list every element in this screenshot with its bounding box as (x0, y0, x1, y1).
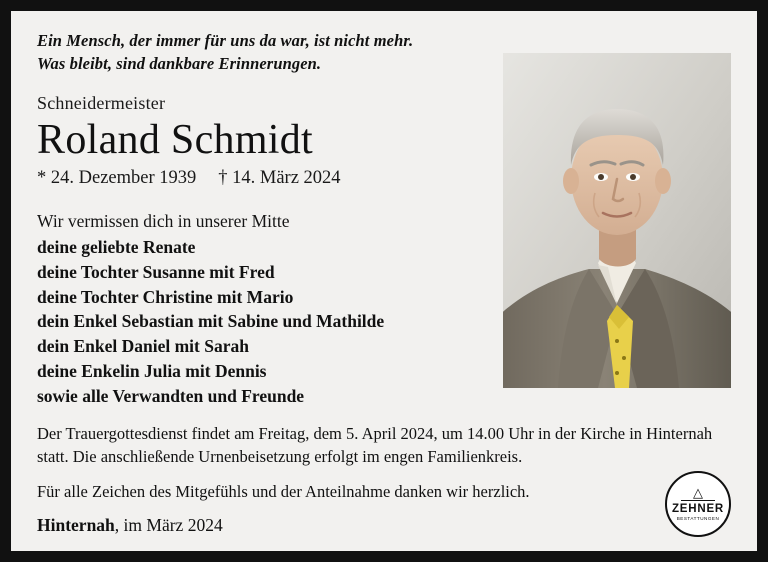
logo-divider-top (681, 500, 715, 501)
missing-line: Wir vermissen dich in unserer Mitte (37, 210, 290, 231)
death-date: † 14. März 2024 (218, 167, 341, 188)
portrait-photo (503, 53, 731, 388)
quote-line-1: Ein Mensch, der immer für uns da war, ist nicht mehr. (37, 31, 414, 50)
list-item: deine Tochter Susanne mit Fred (37, 261, 275, 282)
place-name: Hinternah (37, 515, 115, 536)
tree-icon: △ (693, 485, 703, 500)
logo-name: ZEHNER (671, 503, 725, 515)
card-inner (37, 29, 731, 539)
list-item: deine geliebte Renate (37, 236, 196, 257)
list-item: deine Tochter Christine mit Mario (37, 286, 294, 307)
profession-label: Schneidermeister (37, 92, 166, 113)
quote-line-2: Was bleibt, sind dankbare Erinnerungen. (37, 54, 322, 74)
list-item: dein Enkel Sebastian mit Sabine und Mathilde (37, 311, 385, 332)
service-info: Der Trauergottesdienst findet am Freitag, dem 5. April 2024, um 14.00 Uhr in der Kirche in Hinternah statt. Die anschließende Urnenbeisetzung erfolgt im engen Familienkreis. (37, 423, 713, 466)
thanks-text: Für alle Zeichen des Mitgefühls und der Anteilnahme danken wir herzlich. (37, 482, 530, 502)
logo-subtitle: BESTATTUNGEN (676, 516, 720, 521)
portrait-image (503, 53, 731, 388)
birth-date: * 24. Dezember 1939 (37, 167, 197, 188)
list-item: dein Enkel Daniel mit Sarah (37, 336, 249, 357)
funeral-home-logo (665, 471, 731, 537)
deceased-name: Roland Schmidt (37, 116, 314, 163)
list-item: deine Enkelin Julia mit Dennis (37, 361, 267, 382)
list-item: sowie alle Verwandten und Freunde (37, 386, 305, 406)
place-date: , im März 2024 (114, 515, 223, 536)
place-and-date (37, 515, 731, 536)
